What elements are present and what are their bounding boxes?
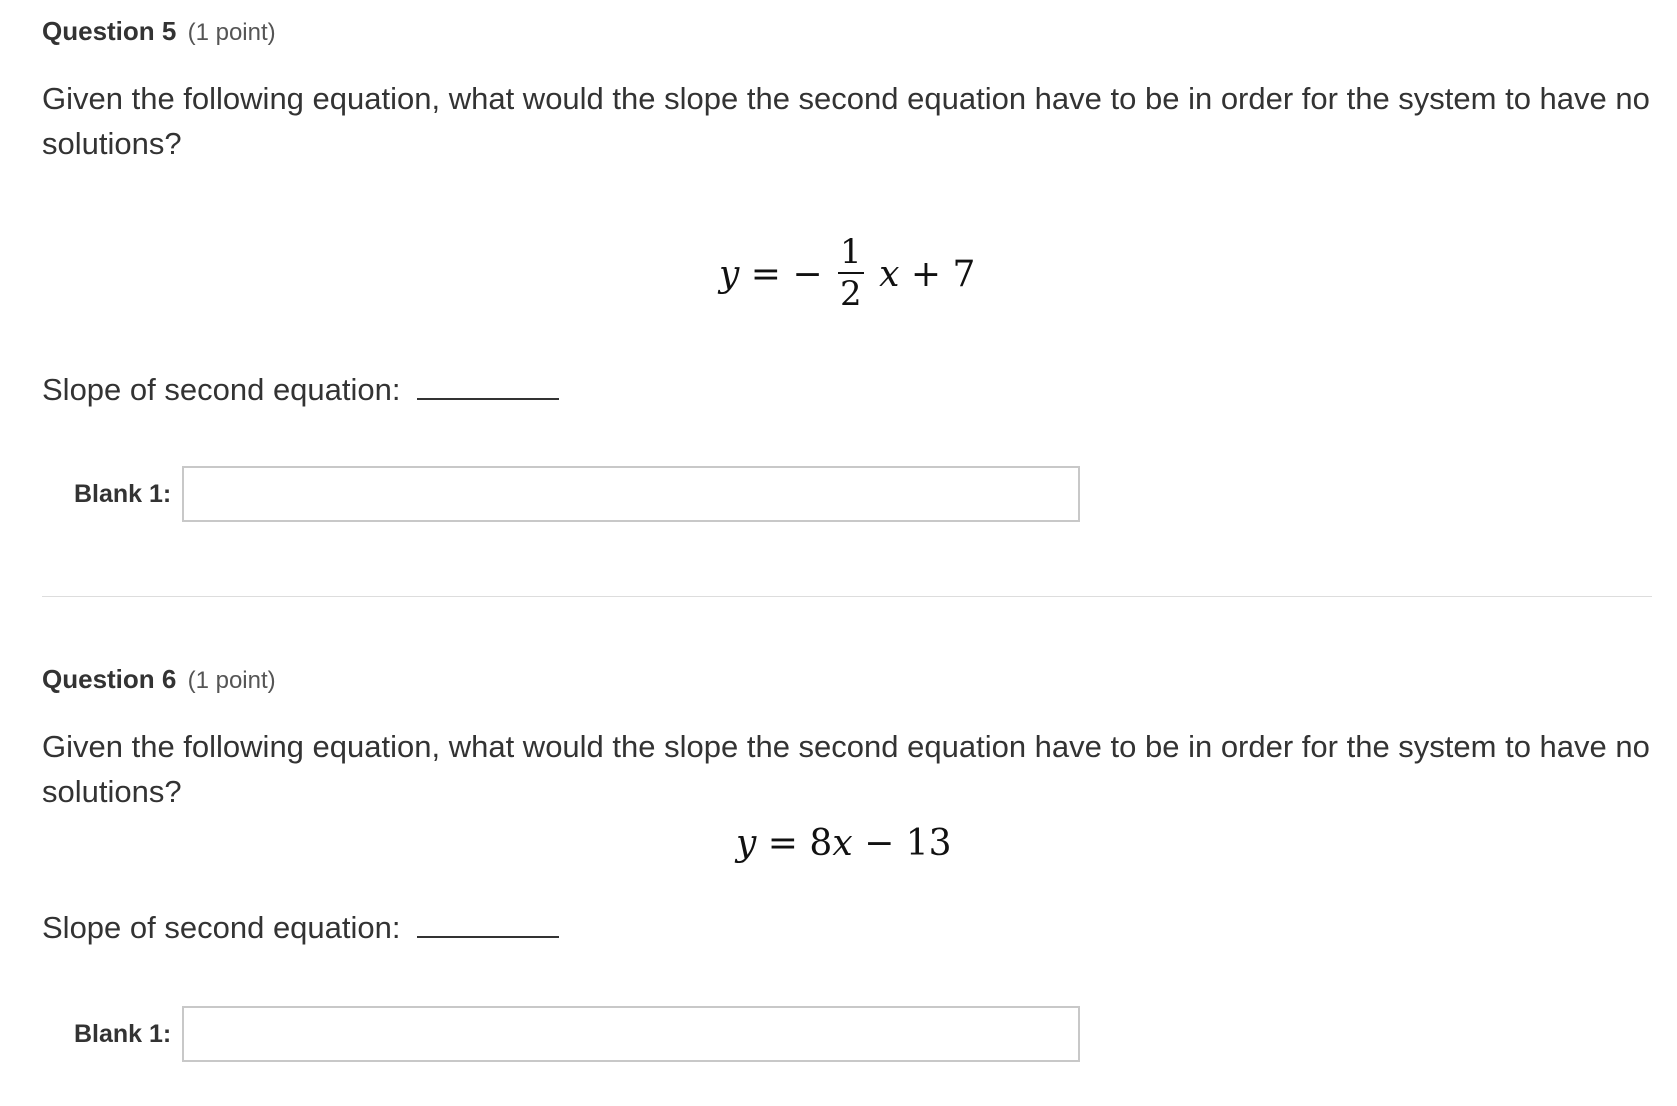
equation <box>736 823 952 864</box>
blank-row <box>74 466 1080 522</box>
equation-lhs: y <box>719 254 740 295</box>
equation-constant: − 13 <box>864 823 952 864</box>
equation-constant: + 7 <box>910 254 976 295</box>
question-number: Question 5 <box>42 16 177 46</box>
question-prompt: Given the following equation, what would the slope the second equation have to be in order for the system to have no solutions? <box>42 81 1650 161</box>
question-title <box>42 16 276 47</box>
slope-label: Slope of second equation: <box>42 372 401 407</box>
equation-equals: = <box>750 254 781 295</box>
slope-prompt <box>42 370 559 408</box>
blank-row <box>74 1006 1080 1062</box>
question-points: (1 point) <box>187 19 276 46</box>
slope-label: Slope of second equation: <box>42 910 401 945</box>
equation-equals: = <box>767 823 798 864</box>
blank-underline <box>417 370 559 400</box>
equation-variable: x <box>832 823 853 864</box>
equation-sign: − <box>792 254 823 295</box>
question-points: (1 point) <box>187 667 276 694</box>
question-number: Question 6 <box>42 664 177 694</box>
equation <box>719 232 976 318</box>
blank-label: Blank 1: <box>74 479 172 508</box>
question-divider <box>42 596 1652 597</box>
fraction-numerator: 1 <box>840 232 862 272</box>
slope-prompt <box>42 908 559 946</box>
blank-underline <box>417 908 559 938</box>
question-prompt: Given the following equation, what would the slope the second equation have to be in order for the system to have no solutions? <box>42 729 1650 809</box>
equation-lhs: y <box>736 823 757 864</box>
equation-variable: x <box>879 254 900 295</box>
fraction-denominator: 2 <box>840 274 862 314</box>
equation-fraction <box>838 232 864 314</box>
blank-1-input[interactable] <box>182 1006 1080 1062</box>
equation-coefficient: 8 <box>809 823 833 864</box>
blank-label: Blank 1: <box>74 1019 172 1048</box>
question-title <box>42 664 276 695</box>
blank-1-input[interactable] <box>182 466 1080 522</box>
